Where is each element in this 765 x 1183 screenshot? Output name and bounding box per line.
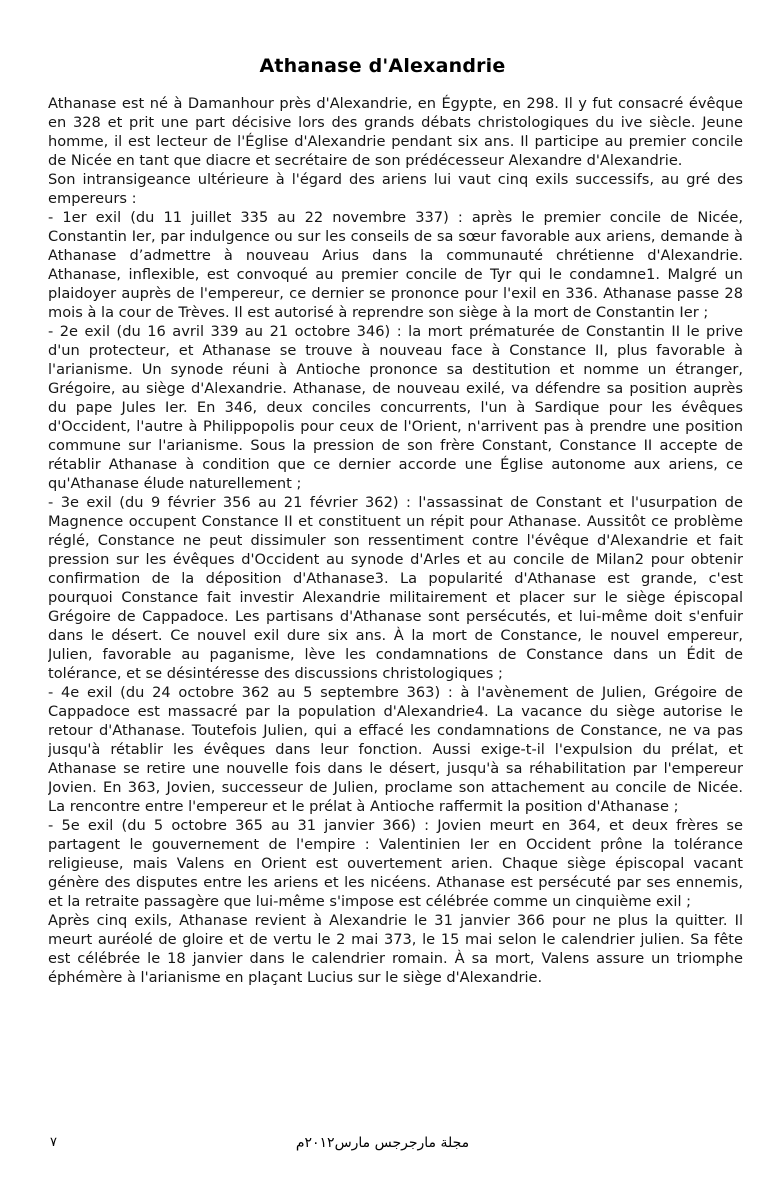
body-paragraph: Athanase est né à Damanhour près d'Alexandrie, en Égypte, en 298. Il y fut consacré évêque en 328 et prit une part décisive lors des grands débats christologiques du ive siècle. Jeune homme, il est lecteur de l'Église d'Alexandrie pendant six ans. Il participe au premier concile de Nicée en tant que diacre et secrétaire de son prédécesseur Alexandre d'Alexandrie. xyxy=(48,95,743,169)
body-paragraph: - 1er exil (du 11 juillet 335 au 22 novembre 337) : après le premier concile de Nicée, Constantin Ier, par indulgence ou sur les conseils de sa sœur favorable aux ariens, demande à Athanase d’admettre à nouveau Arius dans la communauté chrétienne d'Alexandrie. Athanase, inflexible, est convoqué au premier concile de Tyr qui le condamne1. Malgré un plaidoyer auprès de l'empereur, ce dernier se prononce pour l'exil en 336. Athanase passe 28 mois à la cour de Trèves. Il est autorisé à reprendre son siège à la mort de Constantin Ier ; xyxy=(48,209,743,321)
body-paragraph: - 3e exil (du 9 février 356 au 21 février 362) : l'assassinat de Constant et l'usurpation de Magnence occupent Constance II et constituent un répit pour Athanase. Aussitôt ce problème réglé, Constance ne peut dissimuler son ressentiment contre l'évêque d'Alexandrie et fait pression sur les évêques d'Occident au synode d'Arles et au concile de Milan2 pour obtenir confirmation de la déposition d'Athanase3. La popularité d'Athanase est grande, c'est pourquoi Constance fait investir Alexandrie militairement et placer sur le siège épiscopal Grégoire de Cappadoce. Les partisans d'Athanase sont persécutés, et lui-même doit s'enfuir dans le désert. Ce nouvel exil dure six ans. À la mort de Constance, le nouvel empereur, Julien, favorable au paganisme, lève les condamnations de Constance dans un Édit de tolérance, et se désintéresse des discussions christologiques ; xyxy=(48,494,743,682)
body-paragraph: Après cinq exils, Athanase revient à Alexandrie le 31 janvier 366 pour ne plus la quitter. Il meurt auréolé de gloire et de vertu le 2 mai 373, le 15 mai selon le calendrier julien. Sa fête est célébrée le 18 janvier dans le calendrier romain. À sa mort, Valens assure un triomphe éphémère à l'arianisme en plaçant Lucius sur le siège d'Alexandrie. xyxy=(48,912,743,986)
body-paragraph: Son intransigeance ultérieure à l'égard des ariens lui vaut cinq exils successifs, au gré des empereurs : xyxy=(48,171,743,207)
body-paragraph: - 5e exil (du 5 octobre 365 au 31 janvier 366) : Jovien meurt en 364, et deux frères se partagent le gouvernement de l'empire : Valentinien Ier en Occident prône la tolérance religieuse, mais Valens en Orient est ouvertement arien. Chaque siège épiscopal vacant génère des disputes entre les ariens et les nicéens. Athanase est persécuté par ses ennemis, et la retraite passagère que lui-même s'impose est célébrée comme un cinquième exil ; xyxy=(48,817,743,910)
footer-journal-title: مجلة مارجرجس مارس٢٠١٢م xyxy=(295,1135,470,1151)
page-title: Athanase d'Alexandrie xyxy=(259,55,506,77)
page-footer xyxy=(0,1132,765,1156)
document-body xyxy=(48,94,743,987)
page-number: ٧ xyxy=(50,1135,57,1150)
body-paragraph: - 2e exil (du 16 avril 339 au 21 octobre 346) : la mort prématurée de Constantin II le prive d'un protecteur, et Athanase se trouve à nouveau face à Constance II, plus favorable à l'arianisme. Un synode réuni à Antioche prononce sa destitution et nomme un étranger, Grégoire, au siège d'Alexandrie. Athanase, de nouveau exilé, va défendre sa position auprès du pape Jules Ier. En 346, deux conciles concurrents, l'un à Sardique pour les évêques d'Occident, l'autre à Philippopolis pour ceux de l'Orient, n'arrivent pas à prendre une position commune sur l'arianisme. Sous la pression de son frère Constant, Constance II accepte de rétablir Athanase à condition que ce dernier accorde une Église autonome aux ariens, ce qu'Athanase élude naturellement ; xyxy=(48,323,743,492)
body-paragraph: - 4e exil (du 24 octobre 362 au 5 septembre 363) : à l'avènement de Julien, Grégoire de Cappadoce est massacré par la population d'Alexandrie4. La vacance du siège autorise le retour d'Athanase. Toutefois Julien, qui a effacé les condamnations de Constance, ne va pas jusqu'à rétablir les évêques dans leur fonction. Aussi exige-t-il l'expulsion du prélat, et Athanase se retire une nouvelle fois dans le désert, jusqu'à sa réhabilitation par l'empereur Jovien. En 363, Jovien, successeur de Julien, proclame son attachement au concile de Nicée. La rencontre entre l'empereur et le prélat à Antioche raffermit la position d'Athanase ; xyxy=(48,684,743,815)
